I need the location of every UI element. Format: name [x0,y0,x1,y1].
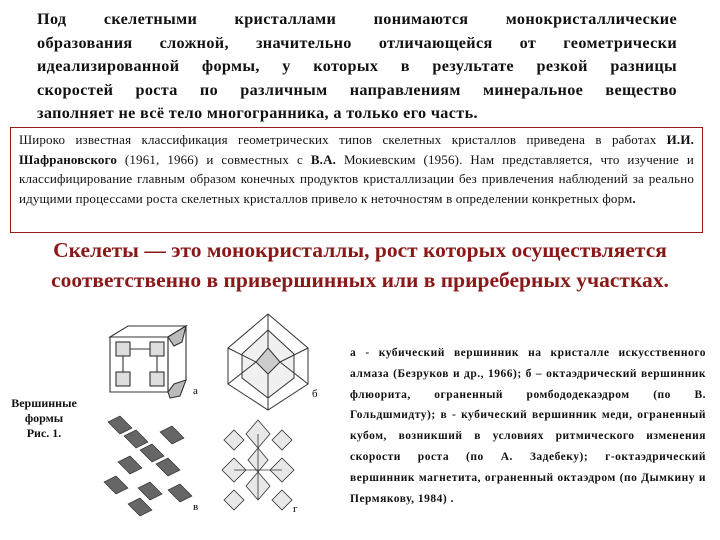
intro-line: идеализированной формы, у которых в результате резкой разницы [37,57,677,76]
classification-text: Широко известная классификация геометрических типов скелетных кристаллов приведена в работах [19,132,667,147]
crystal-drawings [98,312,338,540]
figure-crystals [98,312,338,540]
intro-line: Под скелетными кристаллами понимаются монокристаллические [37,10,677,28]
headline-line: соответственно в привершинных или в приреберных участках. [51,267,669,292]
author-shafranovsky: И.И. Шафрановского [19,132,694,167]
author-mokievsky-initials: В.А. [310,151,337,167]
crystal-b-octahedral [228,314,308,410]
label-v: в [193,501,199,513]
intro-line: заполняет не всё тело многогранника, а только его часть. [37,104,478,123]
figure-caption [4,396,84,441]
caption-line: формы [24,411,64,425]
crystal-v-copper [104,416,192,516]
crystal-a-cubic [110,326,186,398]
label-a: а [193,385,198,397]
crystal-g-magnetite [222,420,294,510]
headline [14,236,706,295]
intro-paragraph [37,8,677,126]
figure-description: а - кубический вершинник на кристалле искусственного алмаза (Безруков и др., 1966); б – октаэдрический вершинник флюорита, ограненный ромбододекаэдром (по В. Гольдшмидту); в - кубический вершинник меди, ограненный кубом, возникший в условиях ритмического изменения скорости роста (по А. Задебеку); г-октаэдрический вершинник магнетита, ограненный октаэдром (по Дымкину и Пермякову, 1984) . [350,347,706,505]
classification-end: . [632,190,636,206]
caption-line: Вершинные [11,396,77,410]
intro-line: скоростей роста по различным направлениям минеральное вещество [37,80,677,99]
headline-line: Скелеты — это монокристаллы, рост которых осуществляется [53,238,667,262]
classification-box [10,127,703,233]
label-g: г [293,503,298,515]
classification-text: Мокиевским (1956). Нам представляется, что изучение и классифицирование главным образом конечных продуктов кристаллизации без привлечения наблюдений за реально идущими процессами роста скелетных кристаллов привело к неточностям в определении конкретных форм [19,151,694,206]
intro-line: образования сложной, значительно отличающейся от геометрически [37,33,677,52]
classification-text: (1961, 1966) и совместных с [116,151,311,167]
label-b: б [312,388,318,400]
caption-line: Рис. 1. [26,426,62,440]
